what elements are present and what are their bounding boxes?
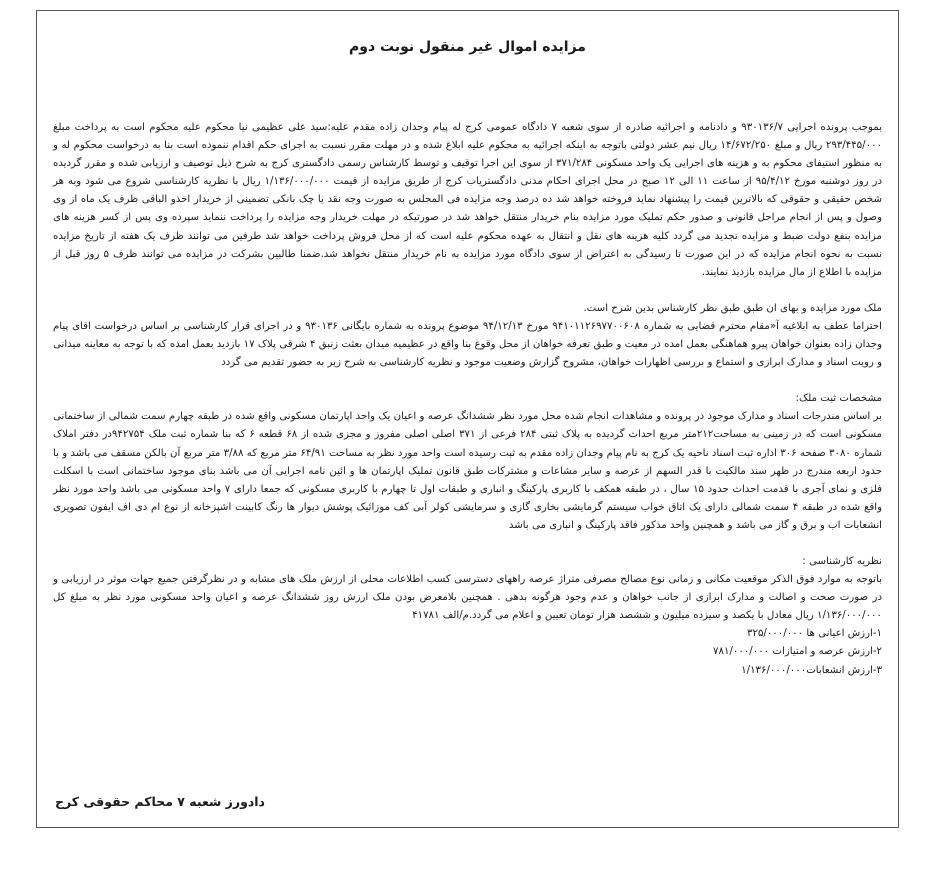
auction-notice [36,10,899,828]
paragraph-auction-terms: بموجب پرونده اجرایی ۹۳۰۱۳۶/۷ و دادنامه و اجرائیه صادره از سوی شعبه ۷ دادگاه عمومی کرج له پیام وجدان زاده مقدم علیه:سید علی عظیمی نیا محکوم علیه محکوم است به پرداخت مبلغ ۲۹۳/۴۴۵/۰۰۰ ریال و مبلغ ۱۴/۶۷۲/۲۵۰ ریال نیم عشر دولتی باتوجه به اینکه اجرائیه به محکوم علیه ابلاغ شده و در مهلت مقرر نسبت به اجرای حکم اقدام ننموده است بنا به درخواست محکوم له و به منظور استیفای محکوم به و هزینه های اجرایی یک واحد مسکونی ۳۷۱/۲۸۴ از سوی این اجرا توقیف و توسط کارشناس رسمی دادگستری کرج به شرح ذیل توصیف و ارزیابی شده و مقرر گردیده در روز دوشنبه مورخ ۹۵/۴/۱۲ از ساعت ۱۱ الی ۱۲ صبح در محل اجرای احکام مدنی دادگستریاب کرج از طریق مزایده از قیمت ۱/۱۳۶/۰۰۰/۰۰۰ ریال با نظریه کارشناسی شروع می شود وبه هر شخص حقیقی و حقوقی که بالاترین قیمت را پیشنهاد نماید فروخته خواهد شد ده درصد وجه مزایده فی المجلس به صورت وجه نقد یا چک بانکی تضمینی از خریدار اخذو الباقی ظرف یک ماه از وی وصول و پس از انجام مراحل قانونی و صدور حکم تملیک مورد مزایده بنام خریدار منتقل خواهد شد در صورتیکه در مهلت خریدار وجه مزایده را پرداخت ننماید سپرده وی پس از کسر هزینه های مزایده بنفع دولت ضبط و مزایده تجدید می گردد کلیه هزینه های نقل و انتقال به عهده محکوم علیه است که از محل فروش پرداخت خواهد شد طرفین می توانند ظرف یک هفته از تاریخ مزایده نسبت به نحوه انجام مزایده که در این صورت تا رسیدگی به اعتراض از سوی دادگاه مورد مزایده به نام خریدار منتقل نخواهد شد.ضمنا طالبین بشرکت در مزایده می توانند ظرف ۵ روز قبل از مزایده با اطلاع از مال مزایده بازدید نمایند. [53,122,883,278]
signature-line: دادورز شعبه ۷ محاکم حقوقی کرج [55,794,265,809]
valuation-item-building: ۱-ارزش اعیانی ها ۳۲۵/۰۰۰/۰۰۰ [747,628,882,640]
paragraph-expert-referral: احتراما عطف به ابلاغیه آ«مقام محترم قضایی به شماره ۹۴۱۰۱۱۲۶۹۷۷۰۰۶۰۸ مورخ ۹۴/۱۲/۱۳ موضوع پرونده به شماره بایگانی ۹۳۰۱۳۶ و در اجرای قرار کارشناسی بر اساس درخواست اقای پیام وجدان زاده بعنوان خواهان پیرو هماهنگی بعمل امده در معیت و طبق تعرفه خواهان از محل وقوع بنا واقع در عظیمیه میدان بعثت زنبق ۴ شرقی پلاک ۱۷ بازدید بعمل امده که با توجه به معاینه میدانی و رویت اسناد و مدارک ابرازی و استماع و بررسی اظهارات خواهان، مشروح گزارش وضعیت موجود و نظریه کارشناسی به شرح زیر به حضور تقدیم می گردد [53,320,882,369]
valuation-item-land: ۲-ارزش عرصه و امتیازات ۷۸۱/۰۰۰/۰۰۰ [713,646,882,658]
paragraph-property-intro: ملک مورد مزایده و بهای ان طبق طبق نظر کارشناس بدین شرح است. [583,302,882,314]
notice-body [53,119,882,680]
valuation-item-utilities: ۳-ارزش انشعابات۱/۱۳۶/۰۰۰/۰۰۰ [741,664,882,676]
section-heading-expert-opinion: نظریه کارشناسی : [802,555,882,567]
paragraph-expert-opinion: باتوجه به موارد فوق الذکر موقعیت مکانی و زمانی نوع مصالح مصرفی متراژ عرصه راههای دسترسی کسب اطلاعات محلی از ارزش ملک های مشابه و در نظرگرفتن جمیع جهات موثر در ارزیابی و در صورت صحت و اصالت و مدارک ابرازی از جانب خواهان و عدم وجود هرگونه بدهی . همچنین بلامعرض بودن ملک ارزش روز ششدانگ عرصه و اعیان واحد مسکونی مورد نظر به مبلغ کل ۱/۱۳۶/۰۰۰/۰۰۰ ریال معادل با یکصد و سیزده میلیون و ششصد هزار تومان تعیین و اعلام می گردد.م/الف ۴۱۷۸۱ [53,574,882,622]
section-heading-registration: مشخصات ثبت ملک: [795,393,882,405]
paragraph-registration-details: بر اساس مندرجات اسناد و مدارک موجود در پرونده و مشاهدات انجام شده محل مورد نظر ششدانگ عرصه و اعیان یک واحد اپارتمان مسکونی واقع شده در طبقه چهارم سمت شمالی از ساختمانی مسکونی است که در زمینی به مساحت۲۱۲متر مربع احداث گردیده به پلاک ثبتی ۲۸۴ فرعی از ۳۷۱ اصلی اصلی مفروز و مجزی شده از ۶۸ قطعه ۶ که بنا شماره ثبت ملک ۹۴۲۷۵۴در دفتر املاک شماره ۳۰۸۰ صفحه ۳۰۶ اداره ثبت اسناد ناحیه یک کرج به نام پیام وجدان زاده مقدم به ثبت رسیده است واحد مورد نظر به مساحت ۶۴/۹۱ متر مربع که ۳/۸۸ متر مربع آن بالکن مسقف می باشد و با حدود اربعه مندرج در ظهر سند مالکیت با قدر السهم از عرصه و سایر مشاعات و مشترکات طبق قانون تملیک اپارتمان ها و ائین نامه اجرایی آن می باشد بنای موجود ساختمانی است با اسکلت فلزی و نمای آجری با قدمت احداث حدود ۱۵ سال ، در طبقه همکف با کاربری پارکینگ و انباری و طبقات اول تا چهارم با کاربری مسکونی که جمعا دارای ۷ واحد مسکونی می باشد واحد مورد نظر واقع شده در طبقه ۴ سمت شمالی دارای یک اتاق خواب سیستم گرمایشی بخاری گازی و سرمایشی کولر آبی کف موزائیک پوشش دیوار ها رنگ کابینت اشپزخانه از نوع ام دی اف ایفون تصویری انشعابات اب و برق و گاز می باشد و همچنین واحد مذکور فاقد پارکینگ و انباری می باشد [53,411,883,531]
notice-title: مزایده اموال غیر منقول نوبت دوم [349,39,586,55]
